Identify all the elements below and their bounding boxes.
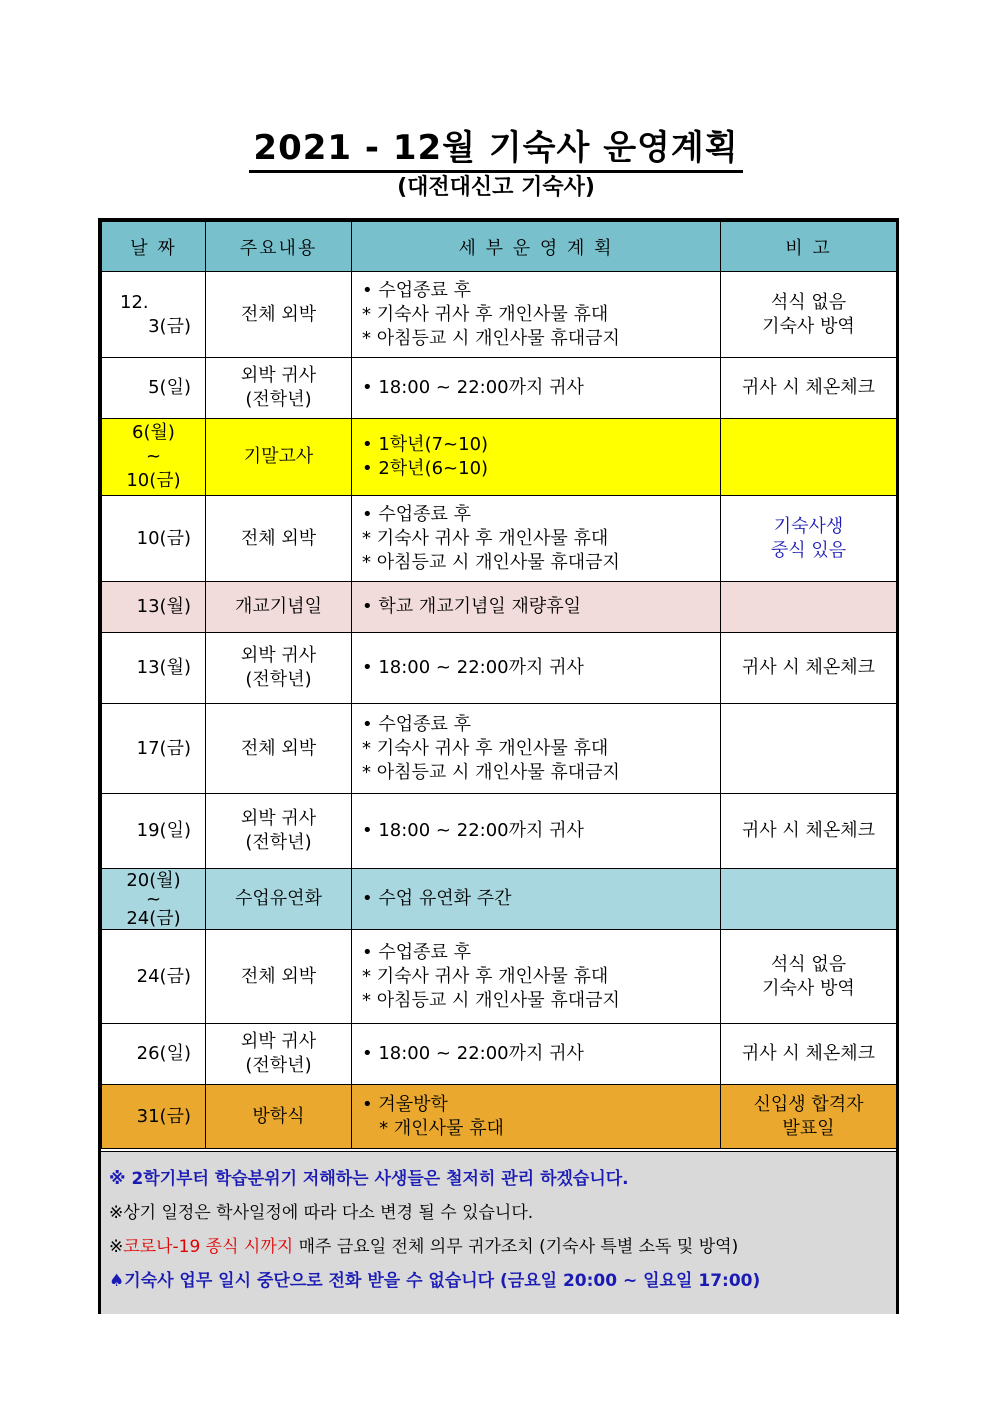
date-line: 24(금)	[126, 907, 181, 929]
category-line: 외박 귀사	[240, 1031, 317, 1052]
category-line: (전학년)	[245, 669, 312, 690]
row-details	[352, 704, 721, 794]
row-date	[102, 496, 206, 582]
detail-line: • 수업종료 후	[362, 941, 472, 963]
table-row	[102, 419, 897, 496]
row-remarks	[721, 704, 897, 794]
category-line: 전체 외박	[240, 965, 317, 987]
remark-line: 기숙사생	[773, 515, 844, 537]
row-date	[102, 272, 206, 358]
detail-line: • 수업 유연화 주간	[362, 888, 512, 909]
row-remarks	[721, 1085, 897, 1149]
category-line: 수업유연화	[235, 888, 322, 909]
category-line: (전학년)	[245, 1055, 312, 1076]
remark-line: 신입생 합격자	[753, 1093, 864, 1115]
detail-line: * 기숙사 귀사 후 개인사물 휴대	[362, 965, 609, 987]
row-date	[102, 930, 206, 1024]
table-row	[102, 869, 897, 930]
detail-line: • 수업종료 후	[362, 279, 472, 301]
row-date	[102, 1024, 206, 1085]
category-line: 전체 외박	[240, 527, 317, 549]
row-details	[352, 272, 721, 358]
date-line: 10(금)	[126, 470, 181, 491]
row-details	[352, 419, 721, 496]
detail-line: * 아침등교 시 개인사물 휴대금지	[362, 551, 620, 573]
date-line: 5(일)	[148, 377, 191, 398]
row-category	[206, 358, 352, 419]
date-line: 6(월)	[132, 422, 175, 443]
date-line: 26(일)	[136, 1043, 191, 1064]
detail-line: * 아침등교 시 개인사물 휴대금지	[362, 989, 620, 1011]
row-details	[352, 633, 721, 704]
remark-line: 발표일	[782, 1117, 835, 1139]
row-remarks	[721, 582, 897, 633]
note-covid	[109, 1230, 896, 1264]
row-details	[352, 930, 721, 1024]
table-row	[102, 1024, 897, 1085]
table-row	[102, 930, 897, 1024]
note-covid-rest: 매주 금요일 전체 의무 귀가조치 (기숙사 특별 소독 및 방역)	[293, 1237, 739, 1257]
note-covid-highlight: 코로나-19 종식 시까지	[123, 1237, 294, 1257]
row-details	[352, 496, 721, 582]
row-category	[206, 1024, 352, 1085]
date-line: 31(금)	[136, 1105, 191, 1127]
category-line: (전학년)	[245, 389, 312, 410]
detail-line: • 학교 개교기념일 재량휴일	[362, 596, 582, 617]
row-remarks	[721, 794, 897, 869]
category-line: 전체 외박	[240, 303, 317, 325]
row-remarks	[721, 358, 897, 419]
row-remarks	[721, 633, 897, 704]
date-line: 13(월)	[136, 657, 191, 678]
row-date	[102, 869, 206, 930]
category-line: 전체 외박	[240, 737, 317, 759]
row-details	[352, 794, 721, 869]
note-schedule-change: ※상기 일정은 학사일정에 따라 다소 변경 될 수 있습니다.	[109, 1203, 534, 1223]
remark-line: 중식 있음	[770, 539, 847, 561]
row-remarks	[721, 419, 897, 496]
row-date	[102, 582, 206, 633]
row-details	[352, 582, 721, 633]
row-category	[206, 704, 352, 794]
table-row	[102, 633, 897, 704]
detail-line: * 개인사물 휴대	[362, 1117, 504, 1139]
schedule-table	[101, 221, 897, 1149]
header-remarks: 비 고	[721, 222, 897, 272]
category-line: 기말고사	[243, 446, 314, 467]
category-line: 외박 귀사	[240, 645, 317, 666]
date-line: 20(월)	[126, 869, 181, 891]
row-details	[352, 869, 721, 930]
remark-line: 기숙사 방역	[762, 315, 855, 337]
row-category	[206, 1085, 352, 1149]
category-line: (전학년)	[245, 832, 312, 853]
row-category	[206, 633, 352, 704]
remark-line: 석식 없음	[770, 291, 847, 313]
row-remarks	[721, 272, 897, 358]
date-line: ~	[145, 888, 162, 910]
detail-line: * 기숙사 귀사 후 개인사물 휴대	[362, 527, 609, 549]
page-subtitle: (대전대신고 기숙사)	[397, 175, 595, 200]
category-line: 외박 귀사	[240, 365, 317, 386]
header-details: 세 부 운 영 계 획	[352, 222, 721, 272]
detail-line: • 1학년(7~10)	[362, 434, 489, 455]
row-remarks	[721, 869, 897, 930]
note-discipline: ※ 2학기부터 학습분위기 저해하는 사생들은 철저히 관리 하겠습니다.	[109, 1169, 629, 1189]
category-line: 방학식	[252, 1105, 305, 1127]
date-line: 10(금)	[136, 527, 191, 549]
date-line: ~	[145, 446, 162, 467]
category-line: 개교기념일	[235, 596, 322, 617]
header-date: 날 짜	[102, 222, 206, 272]
remark-line: 귀사 시 체온체크	[741, 820, 876, 841]
date-line: 17(금)	[136, 737, 191, 759]
row-category	[206, 794, 352, 869]
date-line: 24(금)	[136, 965, 191, 987]
table-header-row	[102, 222, 897, 272]
schedule-sheet	[98, 218, 899, 1314]
date-line: 12.	[120, 291, 149, 313]
detail-line: • 겨울방학	[362, 1093, 448, 1115]
row-details	[352, 1024, 721, 1085]
row-date	[102, 704, 206, 794]
row-remarks	[721, 496, 897, 582]
row-category	[206, 419, 352, 496]
date-line: 19(일)	[136, 820, 191, 841]
row-date	[102, 633, 206, 704]
table-row	[102, 272, 897, 358]
category-line: 외박 귀사	[240, 808, 317, 829]
row-category	[206, 869, 352, 930]
row-category	[206, 496, 352, 582]
detail-line: * 아침등교 시 개인사물 휴대금지	[362, 327, 620, 349]
remark-line: 석식 없음	[770, 953, 847, 975]
row-remarks	[721, 930, 897, 1024]
row-category	[206, 930, 352, 1024]
note-covid-mark: ※	[109, 1237, 124, 1257]
detail-line: • 18:00 ~ 22:00까지 귀사	[362, 1043, 584, 1064]
remark-line: 기숙사 방역	[762, 977, 855, 999]
table-row	[102, 358, 897, 419]
detail-line: * 아침등교 시 개인사물 휴대금지	[362, 761, 620, 783]
detail-line: • 18:00 ~ 22:00까지 귀사	[362, 657, 584, 678]
date-line: 13(월)	[136, 596, 191, 617]
detail-line: • 수업종료 후	[362, 713, 472, 735]
note-phone-unavailable: ♠기숙사 업무 일시 중단으로 전화 받을 수 없습니다 (금요일 20:00 ~ 일요일 17:00)	[109, 1271, 761, 1291]
row-date	[102, 419, 206, 496]
detail-line: • 18:00 ~ 22:00까지 귀사	[362, 820, 584, 841]
detail-line: • 2학년(6~10)	[362, 458, 489, 479]
table-row	[102, 1085, 897, 1149]
row-details	[352, 1085, 721, 1149]
table-row	[102, 582, 897, 633]
row-date	[102, 1085, 206, 1149]
row-date	[102, 794, 206, 869]
detail-line: • 수업종료 후	[362, 503, 472, 525]
header-category: 주요내용	[206, 222, 352, 272]
date-line: 3(금)	[148, 315, 191, 337]
table-row	[102, 794, 897, 869]
table-row	[102, 496, 897, 582]
row-category	[206, 272, 352, 358]
notes-box	[101, 1151, 896, 1314]
row-category	[206, 582, 352, 633]
row-remarks	[721, 1024, 897, 1085]
detail-line: • 18:00 ~ 22:00까지 귀사	[362, 377, 584, 398]
table-row	[102, 704, 897, 794]
row-details	[352, 358, 721, 419]
page-title: 2021 - 12월 기숙사 운영계획	[0, 120, 992, 169]
detail-line: * 기숙사 귀사 후 개인사물 휴대	[362, 737, 609, 759]
row-date	[102, 358, 206, 419]
detail-line: * 기숙사 귀사 후 개인사물 휴대	[362, 303, 609, 325]
remark-line: 귀사 시 체온체크	[741, 377, 876, 398]
remark-line: 귀사 시 체온체크	[741, 657, 876, 678]
remark-line: 귀사 시 체온체크	[741, 1043, 876, 1064]
